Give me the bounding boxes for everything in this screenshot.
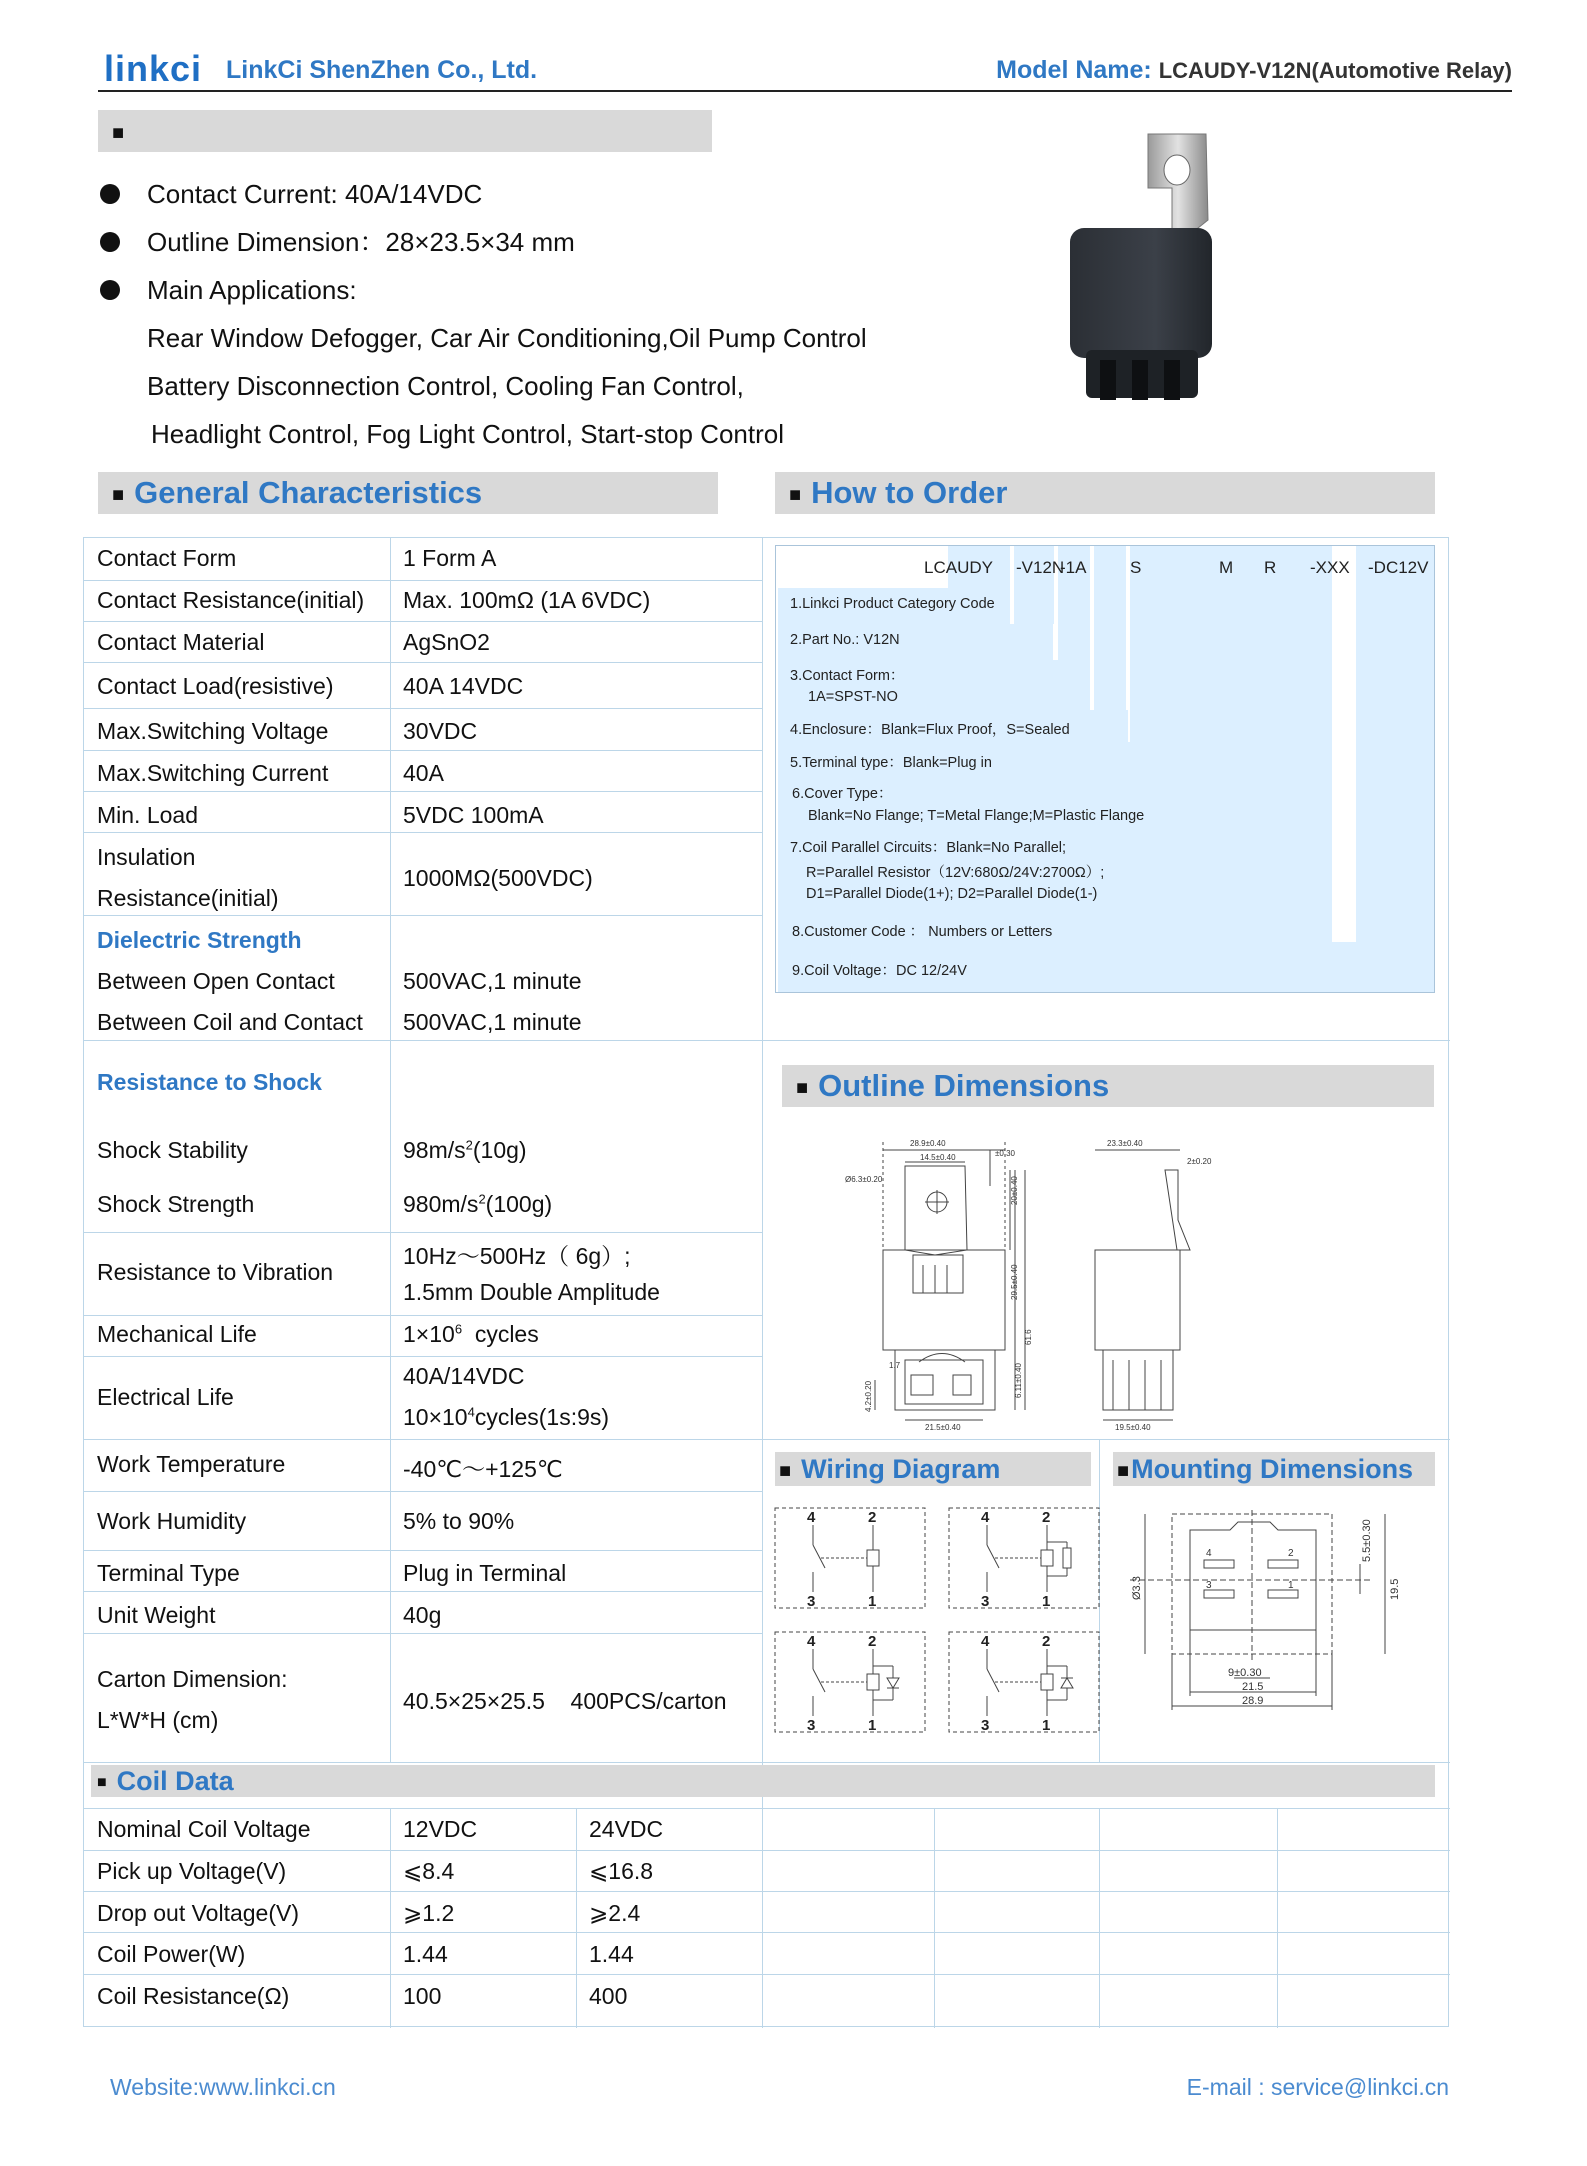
spec-label: Work Temperature (97, 1451, 286, 1477)
order-line: 8.Customer Code ： Numbers or Letters (792, 924, 1053, 940)
spec-value: 500VAC,1 minute (403, 968, 582, 994)
dim-label: Ø6.3±0.20 (845, 1175, 883, 1184)
order-line: Blank=No Flange; T=Metal Flange;M=Plastic Flange (808, 808, 1145, 824)
coil-header: Nominal Coil Voltage (97, 1816, 311, 1842)
coil-label: Drop out Voltage(V) (97, 1900, 300, 1926)
coil-value: ⩾1.2 (403, 1900, 455, 1926)
square-bullet-icon: ■ (112, 121, 125, 144)
coil-value: 400 (589, 1983, 628, 2009)
footer-email-link[interactable]: E-mail : service@linkci.cn (1186, 2074, 1449, 2100)
pin-label: 2 (868, 1509, 877, 1526)
spec-value: 5% to 90% (403, 1508, 515, 1534)
square-bullet-icon: ■ (796, 1076, 809, 1099)
spec-value: 500VAC,1 minute (403, 1009, 582, 1035)
wiring-diagram-heading (775, 1452, 1091, 1486)
dim-label: 21.5±0.40 (925, 1423, 961, 1432)
pin-label: 4 (1206, 1548, 1212, 1559)
spec-value: 1.5mm Double Amplitude (403, 1279, 660, 1305)
spec-label: L*W*H (cm) (97, 1707, 219, 1733)
order-title: How to Order (811, 475, 1008, 510)
dim-label: 19.5 (1389, 1578, 1401, 1600)
coil-value: 1.44 (589, 1941, 634, 1967)
order-line: 4.Enclosure：Blank=Flux Proof，S=Sealed (790, 722, 1070, 738)
order-code: S (1130, 558, 1142, 577)
dim-label: 5.5±0.30 (1361, 1519, 1373, 1562)
value-part: 10×10 (403, 1404, 468, 1430)
brand-logo: linkci (104, 48, 203, 89)
relay-product-photo (1060, 128, 1260, 428)
pin-label: 2 (1042, 1509, 1051, 1526)
model-name (996, 56, 1512, 85)
spec-value: Plug in Terminal (403, 1560, 567, 1586)
dim-label: 6.11±0.40 (1014, 1363, 1023, 1398)
spec-label: Max.Switching Current (97, 760, 329, 786)
spec-value: 5VDC 100mA (403, 802, 544, 828)
order-line: D1=Parallel Diode(1+); D2=Parallel Diode(1-) (806, 886, 1098, 902)
spec-value: Max. 100mΩ (1A 6VDC) (403, 587, 651, 613)
order-line: 1A=SPST-NO (808, 689, 898, 705)
model-value: LCAUDY-V12N(Automotive Relay) (1158, 58, 1512, 83)
pin-label: 2 (1288, 1548, 1294, 1559)
spec-label: Between Open Contact (97, 968, 335, 994)
spec-label: Contact Resistance(initial) (97, 587, 365, 613)
features-list (100, 170, 920, 458)
pin-label: 4 (807, 1509, 816, 1526)
bullet-icon (100, 232, 120, 252)
pin-label: 1 (1042, 1593, 1051, 1610)
spec-value: 40A/14VDC (403, 1363, 525, 1389)
order-code: LCAUDY (924, 558, 993, 577)
bullet-icon (100, 184, 120, 204)
feature-item (100, 266, 920, 314)
wiring-title: Wiring Diagram (801, 1454, 1001, 1484)
order-line: 7.Coil Parallel Circuits：Blank=No Parallel; (790, 840, 1067, 856)
application-line: Battery Disconnection Control, Cooling Fan Control, (147, 371, 744, 401)
dim-label: 29.5±0.40 (1010, 1264, 1019, 1300)
wiring-diagrams (773, 1500, 1107, 1740)
coil-title: Coil Data (116, 1766, 234, 1796)
feature-text: Main Applications: (147, 275, 357, 305)
how-to-order-heading (775, 472, 1435, 514)
company-name: LinkCi ShenZhen Co., Ltd. (226, 56, 538, 84)
coil-header: 24VDC (589, 1816, 664, 1842)
mounting-dimensions-heading (1113, 1452, 1435, 1486)
spec-value: 30VDC (403, 718, 478, 744)
spec-label: Contact Material (97, 629, 265, 655)
footer-website-link[interactable]: Website:www.linkci.cn (110, 2074, 336, 2100)
spec-value: 40.5×25×25.5 400PCS/carton (403, 1688, 727, 1714)
coil-value: ⩽8.4 (403, 1858, 455, 1884)
pin-label: 3 (981, 1717, 990, 1734)
spec-label: Contact Form (97, 545, 237, 571)
dim-label: Ø3.3 (1131, 1576, 1143, 1600)
coil-value: ⩽16.8 (589, 1858, 654, 1884)
order-code: R (1264, 558, 1277, 577)
mounting-title: Mounting Dimensions (1131, 1454, 1414, 1484)
value-part: (100g) (485, 1191, 553, 1217)
value-part: 1×10 (403, 1321, 455, 1347)
order-line: 1.Linkci Product Category Code (790, 596, 995, 612)
spec-value: 40A 14VDC (403, 673, 524, 699)
order-line: 9.Coil Voltage：DC 12/24V (792, 963, 967, 979)
pin-label: 3 (807, 1593, 816, 1610)
pin-label: 4 (981, 1509, 990, 1526)
resistance-to-shock-title: Resistance to Shock (97, 1069, 322, 1095)
pin-label: 1 (1288, 1580, 1294, 1591)
value-part: cycles(1s:9s) (474, 1404, 610, 1430)
spec-label: Mechanical Life (97, 1321, 257, 1347)
application-line: Headlight Control, Fog Light Control, Start-stop Control (151, 419, 784, 449)
dim-label: 14.5±0.40 (920, 1153, 956, 1162)
spec-label: Work Humidity (97, 1508, 247, 1534)
spec-label: Shock Stability (97, 1137, 248, 1163)
spec-value (403, 1191, 552, 1218)
value-part: 980m/s (403, 1191, 479, 1217)
dim-label: 4.2±0.20 (864, 1380, 873, 1412)
spec-label: Unit Weight (97, 1602, 216, 1628)
spec-value: -40℃～+125℃ (403, 1456, 563, 1482)
value-part: 98m/s (403, 1137, 466, 1163)
dim-label: 19.5±0.40 (1115, 1423, 1151, 1432)
spec-value (403, 1404, 609, 1431)
general-characteristics-heading (98, 472, 718, 514)
coil-value: ⩾2.4 (589, 1900, 641, 1926)
dim-label: 1.7 (889, 1361, 901, 1370)
spec-label: Terminal Type (97, 1560, 240, 1586)
order-line: 2.Part No.: V12N (790, 632, 900, 648)
square-bullet-icon: ■ (97, 1773, 107, 1791)
order-line: R=Parallel Resistor（12V:680Ω/24V:2700Ω）; (806, 865, 1105, 881)
value-part: cycles (462, 1321, 539, 1347)
coil-value: 1.44 (403, 1941, 448, 1967)
order-code: -XXX (1310, 558, 1350, 577)
outline-dimensions-heading (782, 1065, 1434, 1107)
dim-label: 21.5 (1242, 1681, 1264, 1693)
value-superscript: 2 (465, 1137, 473, 1153)
spec-value: 40A (403, 760, 444, 786)
pin-label: 3 (807, 1717, 816, 1734)
spec-label: Electrical Life (97, 1384, 234, 1410)
feature-text: Outline Dimension：28×23.5×34 mm (147, 227, 575, 257)
spec-label: Min. Load (97, 802, 199, 828)
dim-label: ±0.30 (995, 1149, 1015, 1158)
feature-item (100, 218, 920, 266)
spec-label: Max.Switching Voltage (97, 718, 329, 744)
feature-text: Contact Current: 40A/14VDC (147, 179, 483, 209)
feature-item (100, 170, 920, 218)
order-line: 6.Cover Type： (792, 786, 893, 802)
spec-label: Shock Strength (97, 1191, 255, 1217)
pin-label: 2 (1042, 1633, 1051, 1650)
coil-label: Coil Resistance(Ω) (97, 1983, 290, 2009)
spec-label: Resistance(initial) (97, 885, 279, 911)
order-code: -DC12V (1368, 558, 1429, 577)
dim-label: 61.6 (1024, 1329, 1033, 1345)
outline-title: Outline Dimensions (818, 1068, 1110, 1103)
spec-value: 1 Form A (403, 545, 497, 571)
coil-label: Coil Power(W) (97, 1941, 246, 1967)
pin-label: 2 (868, 1633, 877, 1650)
spec-value: 1000MΩ(500VDC) (403, 865, 593, 891)
spec-value: AgSnO2 (403, 629, 490, 655)
coil-value: 100 (403, 1983, 442, 2009)
how-to-order-box (775, 545, 1435, 993)
spec-value (403, 1137, 527, 1164)
pin-label: 1 (868, 1717, 877, 1734)
model-label: Model Name: (996, 56, 1152, 84)
spec-label: Between Coil and Contact (97, 1009, 363, 1035)
pin-label: 3 (981, 1593, 990, 1610)
value-superscript: 2 (478, 1191, 486, 1207)
spec-label: Contact Load(resistive) (97, 673, 334, 699)
coil-label: Pick up Voltage(V) (97, 1858, 287, 1884)
order-code: -1A (1060, 558, 1087, 577)
spec-value: 10Hz～500Hz（ 6g）; (403, 1243, 631, 1269)
dim-label: 2±0.20 (1187, 1157, 1212, 1166)
outline-drawing (845, 1130, 1245, 1440)
square-bullet-icon: ■ (789, 483, 802, 506)
square-bullet-icon: ■ (112, 483, 125, 506)
dielectric-strength-title: Dielectric Strength (97, 927, 302, 953)
spec-label: Resistance to Vibration (97, 1259, 334, 1285)
coil-header: 12VDC (403, 1816, 478, 1842)
square-bullet-icon: ■ (1117, 1459, 1130, 1482)
dim-label: 28.9±0.40 (910, 1139, 946, 1148)
coil-data-heading (91, 1765, 1435, 1797)
pin-label: 4 (807, 1633, 816, 1650)
bullet-icon (100, 280, 120, 300)
application-line: Rear Window Defogger, Car Air Conditioning,Oil Pump Control (147, 323, 867, 353)
order-line: 3.Contact Form： (790, 668, 905, 684)
general-title: General Characteristics (134, 475, 483, 510)
pin-label: 1 (868, 1593, 877, 1610)
value-superscript: 6 (454, 1321, 463, 1337)
spec-value: 40g (403, 1602, 442, 1628)
dim-label: 28.9 (1242, 1695, 1264, 1707)
features-heading (98, 110, 712, 152)
spec-value (403, 1321, 539, 1348)
spec-label: Insulation (97, 844, 196, 870)
pin-label: 3 (1206, 1580, 1212, 1591)
value-superscript: 4 (467, 1404, 475, 1420)
page-header (98, 48, 1512, 92)
dim-label: 23.3±0.40 (1107, 1139, 1143, 1148)
mounting-drawing (1120, 1500, 1420, 1740)
dim-label: 9±0.30 (1228, 1667, 1262, 1679)
order-code: M (1219, 558, 1234, 577)
dim-label: 20±0.40 (1010, 1176, 1019, 1205)
order-line: 5.Terminal type：Blank=Plug in (790, 755, 992, 771)
pin-label: 4 (981, 1633, 990, 1650)
pin-label: 1 (1042, 1717, 1051, 1734)
spec-label: Carton Dimension: (97, 1666, 288, 1692)
value-part: (10g) (472, 1137, 527, 1163)
order-code: -V12N (1016, 558, 1065, 577)
square-bullet-icon: ■ (779, 1459, 792, 1482)
